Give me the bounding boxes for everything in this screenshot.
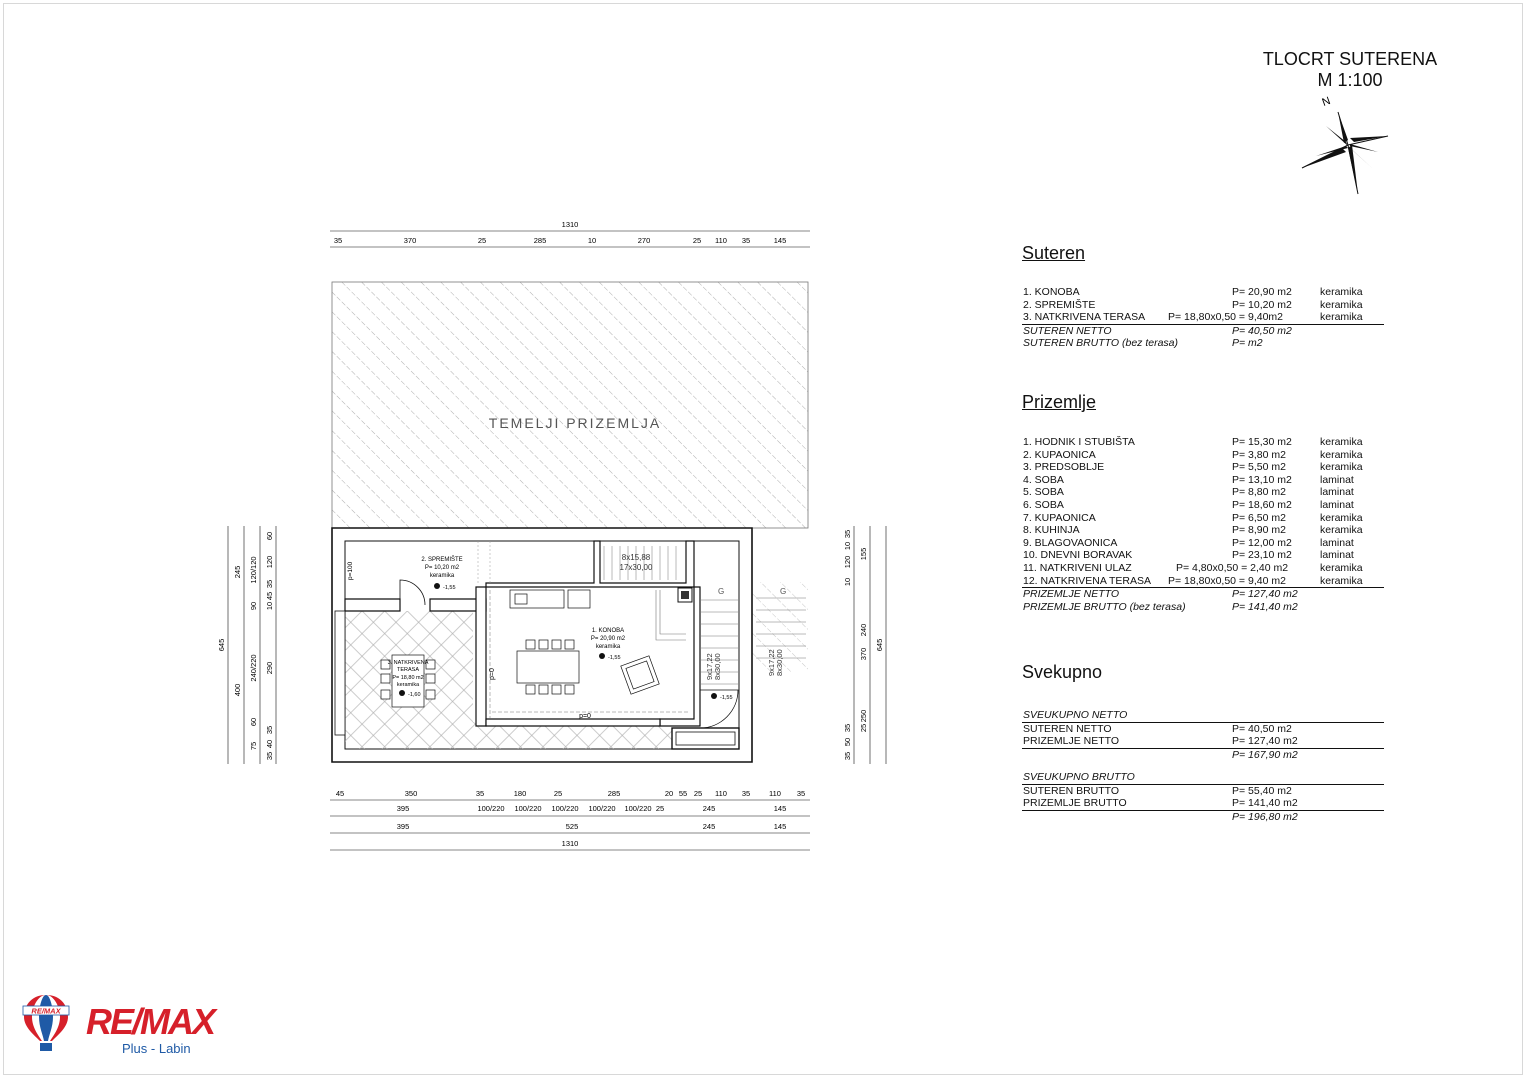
foundation-area bbox=[332, 282, 808, 528]
row-area: P= 5,50 m2 bbox=[1232, 461, 1286, 474]
row-name: PRIZEMLJE NETTO bbox=[1023, 735, 1120, 748]
brand-re: RE bbox=[86, 1001, 133, 1042]
dimension-label: 1310 bbox=[561, 839, 579, 848]
level-right: -1,55 bbox=[720, 695, 733, 701]
dimension-label: 145 bbox=[773, 804, 787, 813]
row-finish: laminat bbox=[1320, 486, 1354, 499]
dimension-label: 120 bbox=[265, 555, 274, 569]
storage-name: 2. SPREMIŠTE bbox=[421, 557, 463, 563]
prizemlje-row bbox=[1022, 474, 1384, 487]
storage-area: P= 10,20 m2 bbox=[424, 565, 460, 571]
dimension-label: 45 bbox=[265, 591, 274, 601]
dimension-label: 100/220 bbox=[624, 804, 652, 813]
suteren-heading-text: Suteren bbox=[1022, 243, 1086, 263]
svekupno-netto-table bbox=[1022, 709, 1384, 761]
level-marker-icon bbox=[711, 693, 717, 699]
row-name: 2. SPREMIŠTE bbox=[1023, 298, 1096, 311]
row-name: 2. KUPAONICA bbox=[1023, 448, 1096, 461]
row-value: P= 141,40 m2 bbox=[1232, 797, 1298, 810]
svekupno-heading-text: Svekupno bbox=[1022, 662, 1103, 682]
dimension-label: 25 bbox=[477, 236, 487, 245]
row-finish: keramika bbox=[1320, 448, 1363, 461]
row-area: P= 10,20 m2 bbox=[1232, 298, 1292, 311]
armchair bbox=[621, 656, 659, 694]
dimension-label: 120 bbox=[843, 555, 852, 569]
row-value: P= 40,50 m2 bbox=[1232, 722, 1292, 735]
dimension-label: 245 bbox=[702, 804, 716, 813]
north-label: N bbox=[1320, 94, 1333, 109]
suteren-heading bbox=[1022, 243, 1085, 264]
row-value: P= 167,90 m2 bbox=[1232, 748, 1298, 761]
dimension-label: 75 bbox=[249, 741, 258, 751]
terrace-level: -1,60 bbox=[408, 692, 421, 698]
row-name: 12. NATKRIVENA TERASA bbox=[1023, 574, 1151, 587]
note-p0-bottom: p=0 bbox=[579, 713, 591, 720]
row-name: SUTEREN NETTO bbox=[1023, 324, 1112, 337]
prizemlje-heading-text: Prizemlje bbox=[1022, 392, 1097, 412]
row-name: 8. KUHINJA bbox=[1023, 524, 1080, 537]
row-value: P= m2 bbox=[1232, 337, 1263, 350]
row-finish: keramika bbox=[1320, 286, 1363, 298]
prizemlje-row bbox=[1022, 512, 1384, 525]
svekupno-row bbox=[1022, 785, 1384, 798]
dimension-label: 35 bbox=[843, 529, 852, 539]
dimension-label: 35 bbox=[796, 789, 806, 798]
row-area: P= 15,30 m2 bbox=[1232, 436, 1292, 448]
suteren-row bbox=[1022, 311, 1384, 325]
dimension-label: 60 bbox=[265, 531, 274, 541]
dimension-label: 10 bbox=[843, 577, 852, 587]
row-name: 5. SOBA bbox=[1023, 486, 1064, 499]
dimension-label: 400 bbox=[233, 683, 242, 697]
row-area: P= 8,80 m2 bbox=[1232, 486, 1286, 499]
prizemlje-row bbox=[1022, 461, 1384, 474]
dimension-label: 100/220 bbox=[514, 804, 542, 813]
row-finish: keramika bbox=[1320, 436, 1363, 448]
door-swing bbox=[400, 580, 425, 605]
svekupno-row bbox=[1022, 797, 1384, 811]
row-name: SVEUKUPNO NETTO bbox=[1023, 709, 1128, 721]
prizemlje-row bbox=[1022, 575, 1384, 589]
row-name: 6. SOBA bbox=[1023, 498, 1064, 511]
level-marker-icon bbox=[434, 583, 440, 589]
row-name: 1. KONOBA bbox=[1023, 286, 1080, 298]
dimension-label: 240 bbox=[859, 623, 868, 637]
dimension-label: 25 bbox=[655, 804, 665, 813]
prizemlje-row bbox=[1022, 436, 1384, 449]
cellar-finish: keramika bbox=[595, 644, 621, 650]
brand-max: MAX bbox=[140, 1001, 215, 1042]
row-name: 3. NATKRIVENA TERASA bbox=[1023, 311, 1146, 324]
row-name: 10. DNEVNI BORAVAK bbox=[1023, 549, 1133, 562]
dimension-label: 45 bbox=[335, 789, 345, 798]
row-finish: keramika bbox=[1320, 511, 1363, 524]
prizemlje-table bbox=[1022, 436, 1384, 613]
dimension-label: 395 bbox=[396, 822, 410, 831]
row-name: 1. HODNIK I STUBIŠTA bbox=[1023, 436, 1135, 448]
suteren-brutto bbox=[1022, 337, 1384, 350]
stair-b1: 9x17,22 bbox=[705, 653, 714, 680]
storage-level: -1,55 bbox=[443, 585, 456, 591]
dimension-label: 100/220 bbox=[551, 804, 579, 813]
kitchen-counter bbox=[510, 590, 590, 608]
dimension-label: 25 bbox=[693, 789, 703, 798]
row-value: P= 40,50 m2 bbox=[1232, 324, 1292, 337]
dimension-label: 10 bbox=[843, 541, 852, 551]
terrace-area: P= 18,80 m2 bbox=[392, 675, 424, 681]
row-value: P= 127,40 m2 bbox=[1232, 735, 1298, 748]
row-value: P= 55,40 m2 bbox=[1232, 784, 1292, 797]
prizemlje-row bbox=[1022, 486, 1384, 499]
row-finish: laminat bbox=[1320, 549, 1354, 562]
svekupno-netto-title bbox=[1022, 709, 1384, 723]
row-name: SUTEREN BRUTTO (bez terasa) bbox=[1023, 337, 1179, 350]
row-finish: keramika bbox=[1320, 574, 1363, 587]
prizemlje-heading bbox=[1022, 392, 1096, 413]
storage-finish: keramika bbox=[429, 573, 455, 579]
prizemlje-row bbox=[1022, 537, 1384, 550]
dimension-label: 145 bbox=[773, 822, 787, 831]
stair-a2: 17x30,00 bbox=[619, 563, 653, 572]
row-name: PRIZEMLJE BRUTTO (bez terasa) bbox=[1023, 600, 1186, 613]
stair-c2: 8x30,00 bbox=[775, 649, 784, 676]
prizemlje-row bbox=[1022, 449, 1384, 462]
dimension-label: 35 bbox=[843, 723, 852, 733]
row-finish: keramika bbox=[1320, 298, 1363, 311]
dimension-label: 90 bbox=[249, 601, 258, 611]
dimension-label: 35 bbox=[265, 725, 274, 735]
dimension-label: 60 bbox=[249, 717, 258, 727]
suteren-row bbox=[1022, 286, 1384, 299]
dimension-label: 370 bbox=[859, 647, 868, 661]
compass-icon bbox=[1302, 112, 1388, 194]
dimension-label: 10 bbox=[265, 601, 274, 611]
prizemlje-row bbox=[1022, 549, 1384, 562]
dimension-label: 245 bbox=[233, 565, 242, 579]
dimension-label: 20 bbox=[664, 789, 674, 798]
dimension-label: 145 bbox=[773, 236, 787, 245]
brand-wordmark bbox=[86, 1001, 214, 1043]
office-name: Plus - Labin bbox=[122, 1041, 191, 1056]
row-finish: laminat bbox=[1320, 473, 1354, 486]
note-p100: p=100 bbox=[347, 561, 354, 580]
row-finish: keramika bbox=[1320, 311, 1363, 324]
row-finish: keramika bbox=[1320, 561, 1363, 574]
dimension-label: 10 bbox=[587, 236, 597, 245]
row-name: SVEUKUPNO BRUTTO bbox=[1023, 771, 1135, 783]
dining-table bbox=[517, 640, 579, 694]
dimension-label: 120/120 bbox=[249, 556, 258, 584]
dimension-label: 35 bbox=[741, 236, 751, 245]
dimension-label: 40 bbox=[265, 739, 274, 749]
dimension-label: 525 bbox=[565, 822, 579, 831]
row-finish: keramika bbox=[1320, 461, 1363, 474]
prizemlje-row bbox=[1022, 524, 1384, 537]
svekupno-brutto-table bbox=[1022, 771, 1384, 823]
dimension-label: 100/220 bbox=[477, 804, 505, 813]
prizemlje-row bbox=[1022, 499, 1384, 512]
balloon-text: RE/MAX bbox=[31, 1006, 61, 1016]
row-area: P= 12,00 m2 bbox=[1232, 536, 1292, 549]
dimension-label: 285 bbox=[607, 789, 621, 798]
cellar-area: P= 20,90 m2 bbox=[590, 636, 626, 642]
row-name: SUTEREN BRUTTO bbox=[1023, 784, 1120, 797]
suteren-row bbox=[1022, 299, 1384, 312]
terrace-finish: keramika bbox=[396, 682, 420, 688]
dimension-label: 25 bbox=[692, 236, 702, 245]
row-area: P= 13,10 m2 bbox=[1232, 473, 1292, 486]
dimension-label: 35 bbox=[843, 751, 852, 761]
dimension-label: 395 bbox=[396, 804, 410, 813]
prizemlje-row bbox=[1022, 562, 1384, 575]
terrace-name-1: 3. NATKRIVENA bbox=[387, 660, 429, 666]
row-calc: P= 18,80x0,50 = 9,40m2 bbox=[1168, 311, 1284, 324]
dimension-label: 240/220 bbox=[249, 654, 258, 682]
prizemlje-netto bbox=[1022, 588, 1384, 601]
svekupno-brutto-total bbox=[1022, 811, 1384, 824]
row-name: 11. NATKRIVENI ULAZ bbox=[1023, 561, 1132, 574]
row-name: 4. SOBA bbox=[1023, 473, 1064, 486]
terrace-name-2: TERASA bbox=[396, 667, 420, 673]
dimension-label: 100/220 bbox=[588, 804, 616, 813]
dimension-label: 1310 bbox=[561, 220, 579, 229]
suteren-netto bbox=[1022, 325, 1384, 338]
dimension-label: 25 bbox=[859, 723, 868, 733]
dimension-label: 290 bbox=[265, 661, 274, 675]
dimension-label: 285 bbox=[533, 236, 547, 245]
stair-up-a: G bbox=[718, 587, 725, 596]
dimension-label: 35 bbox=[265, 579, 274, 589]
dimension-label: 270 bbox=[637, 236, 651, 245]
note-p0-vertical: p=0 bbox=[489, 668, 496, 680]
dimension-label: 350 bbox=[404, 789, 418, 798]
level-marker-icon bbox=[399, 690, 405, 696]
dimension-label: 110 bbox=[715, 789, 727, 798]
row-name: 7. KUPAONICA bbox=[1023, 511, 1096, 524]
row-finish: laminat bbox=[1320, 536, 1354, 549]
stair-b2: 8x30,00 bbox=[713, 653, 722, 680]
svekupno-row bbox=[1022, 723, 1384, 736]
balloon-icon bbox=[23, 995, 69, 1051]
row-value: P= 196,80 m2 bbox=[1232, 810, 1298, 823]
dimension-label: 55 bbox=[678, 789, 688, 798]
dimension-label: 645 bbox=[875, 638, 884, 652]
dimension-label: 155 bbox=[859, 547, 868, 561]
dimension-label: 25 bbox=[553, 789, 563, 798]
row-area: P= 6,50 m2 bbox=[1232, 511, 1286, 524]
row-area: P= 3,80 m2 bbox=[1232, 448, 1286, 461]
foundation-label: TEMELJI PRIZEMLJA bbox=[488, 415, 662, 431]
row-calc: P= 18,80x0,50 = 9,40 m2 bbox=[1168, 574, 1286, 587]
stair-c1: 9x17,22 bbox=[767, 649, 776, 676]
row-area: P= 20,90 m2 bbox=[1232, 286, 1292, 298]
stair-up-b: G bbox=[780, 587, 787, 596]
brand-slash: / bbox=[132, 1001, 141, 1042]
dimension-label: 180 bbox=[513, 789, 527, 798]
row-name: SUTEREN NETTO bbox=[1023, 722, 1112, 735]
row-value: P= 141,40 m2 bbox=[1232, 600, 1298, 613]
dimension-label: 110 bbox=[769, 789, 781, 798]
cellar-level: -1,55 bbox=[608, 655, 621, 661]
suteren-table bbox=[1022, 286, 1384, 350]
svekupno-brutto-title bbox=[1022, 771, 1384, 785]
dimension-label: 250 bbox=[859, 709, 868, 723]
svekupno-row bbox=[1022, 735, 1384, 749]
row-finish: keramika bbox=[1320, 524, 1363, 537]
row-name: PRIZEMLJE BRUTTO bbox=[1023, 797, 1127, 810]
dimension-label: 245 bbox=[702, 822, 716, 831]
row-calc: P= 4,80x0,50 = 2,40 m2 bbox=[1176, 561, 1289, 574]
dimension-label: 110 bbox=[715, 236, 727, 245]
row-area: P= 23,10 m2 bbox=[1232, 549, 1292, 562]
stair-a1: 8x15,88 bbox=[621, 553, 651, 562]
row-name: 9. BLAGOVAONICA bbox=[1023, 536, 1118, 549]
row-finish: laminat bbox=[1320, 498, 1354, 511]
dimension-label: 35 bbox=[741, 789, 751, 798]
row-area: P= 8,90 m2 bbox=[1232, 524, 1286, 537]
svekupno-netto-total bbox=[1022, 749, 1384, 762]
svekupno-heading bbox=[1022, 662, 1102, 683]
dimension-label: 645 bbox=[217, 638, 226, 652]
dimension-label: 35 bbox=[265, 751, 274, 761]
row-name: 3. PREDSOBLJE bbox=[1023, 461, 1105, 474]
dimension-label: 35 bbox=[475, 789, 485, 798]
row-value: P= 127,40 m2 bbox=[1232, 588, 1298, 601]
level-marker-icon bbox=[599, 653, 605, 659]
row-area: P= 18,60 m2 bbox=[1232, 498, 1292, 511]
dimension-label: 35 bbox=[333, 236, 343, 245]
row-name: PRIZEMLJE NETTO bbox=[1023, 588, 1120, 601]
dimension-label: 50 bbox=[843, 737, 852, 747]
prizemlje-brutto bbox=[1022, 601, 1384, 614]
chimney bbox=[672, 728, 739, 749]
dimension-label: 370 bbox=[403, 236, 417, 245]
drawing-scale: M 1:100 bbox=[1317, 70, 1383, 90]
drawing-title-text: TLOCRT SUTERENA bbox=[1262, 49, 1438, 69]
cellar-name: 1. KONOBA bbox=[591, 628, 625, 634]
